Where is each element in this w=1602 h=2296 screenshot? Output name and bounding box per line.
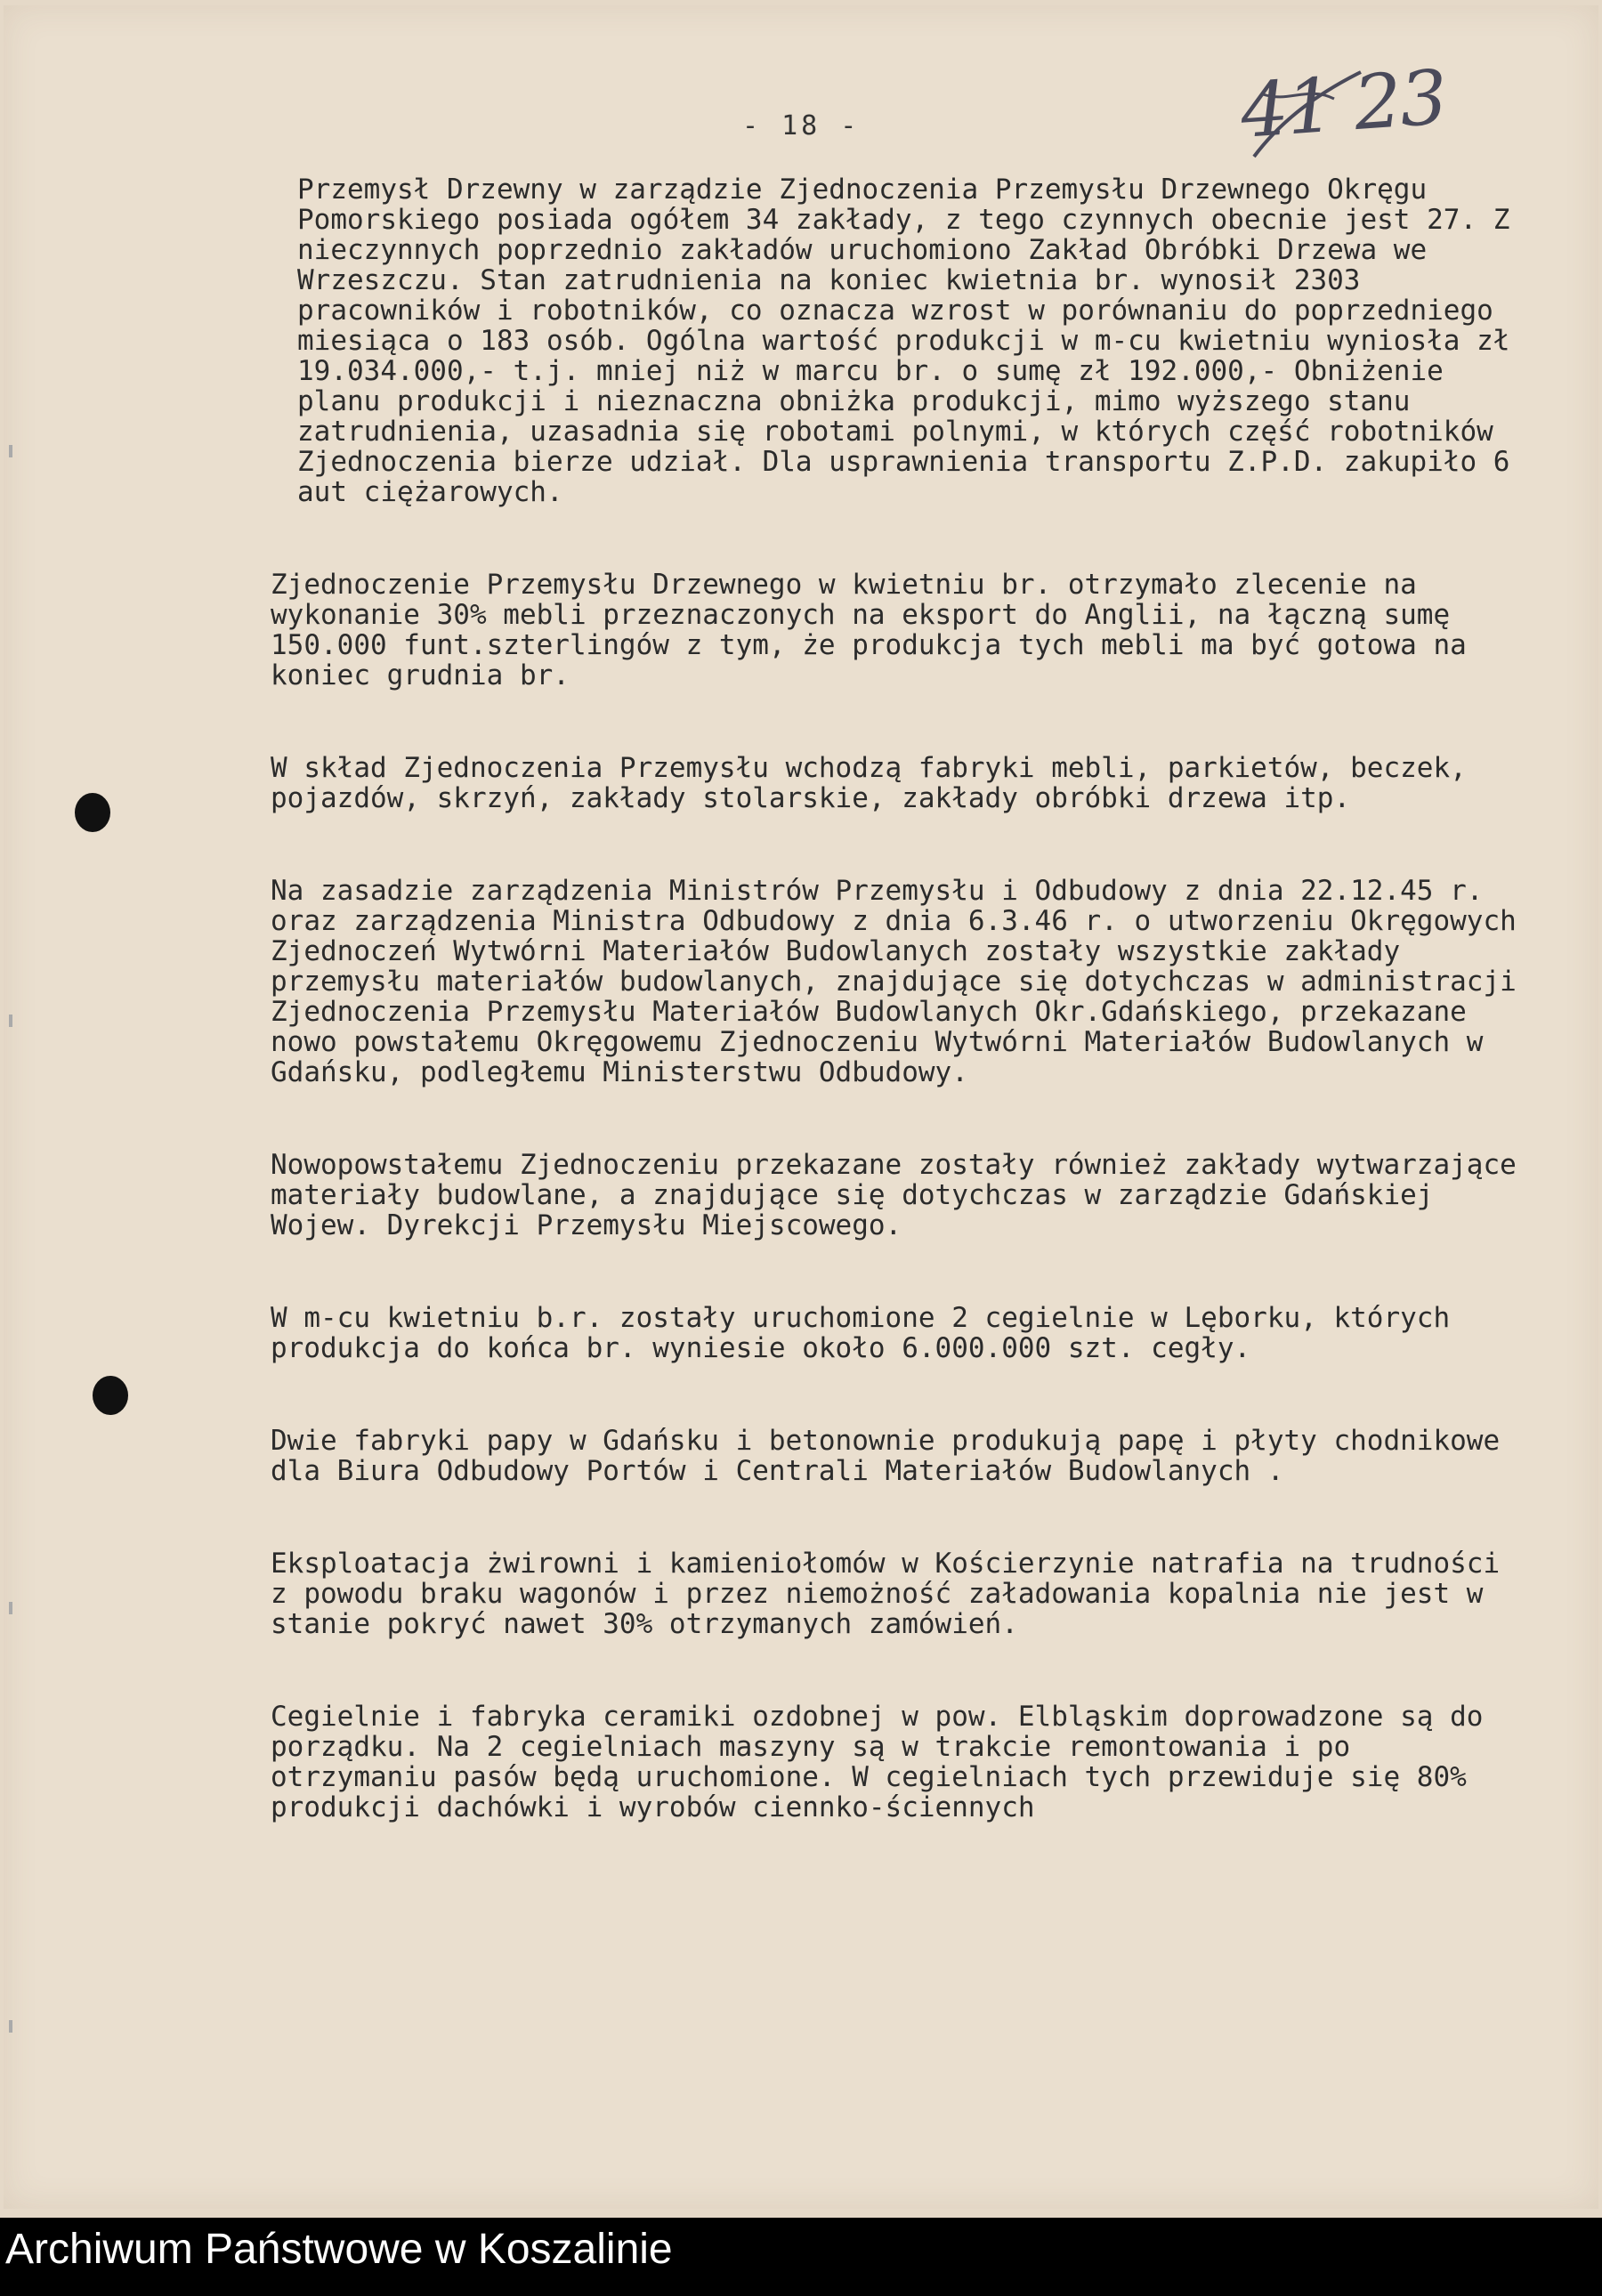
edge-mark — [9, 1602, 12, 1614]
archive-footer: Archiwum Państwowe w Koszalinie — [5, 2226, 673, 2273]
document-body — [271, 174, 1517, 1885]
paragraph: Cegielnie i fabryka ceramiki ozdobnej w pow. Elbląskim doprowadzone są do porządku. Na 2 cegielniach maszyny są w trakcie remontowania i po otrzymaniu pasów będą uruchomione. W cegielniach tych przewiduje się 80% produkcji dachówki i wyrobów ciennko-ściennych — [271, 1701, 1484, 1823]
page-number: - 18 - — [742, 110, 861, 141]
punch-hole-icon — [75, 793, 110, 832]
paragraph: Dwie fabryki papy w Gdańsku i betonownie produkują papę i płyty chodnikowe dla Biura Odbudowy Portów i Centrali Materiałów Budowlanych . — [271, 1425, 1501, 1487]
punch-hole-icon — [93, 1376, 128, 1415]
paragraph: Nowopowstałemu Zjednoczeniu przekazane zostały również zakłady wytwarzające materiały budowlane, a znajdujące się dotychczas w zarządzie Gdańskiej Wojew. Dyrekcji Przemysłu Miejscowego. — [271, 1149, 1517, 1241]
paragraph: Zjednoczenie Przemysłu Drzewnego w kwietniu br. otrzymało zlecenie na wykonanie 30% mebli przeznaczonych na eksport do Anglii, na łączną sumę 150.000 funt.szterlingów z tym, że produkcja tych mebli ma być gotowa na koniec grudnia br. — [271, 569, 1467, 691]
edge-mark — [9, 2020, 12, 2033]
archive-number: 41 23 — [1237, 53, 1449, 155]
paragraph: W m-cu kwietniu b.r. zostały uruchomione 2 cegielnie w Lęborku, których produkcja do końca br. wyniesie około 6.000.000 szt. cegły. — [271, 1302, 1451, 1364]
paragraph: Eksploatacja żwirowni i kamieniołomów w Kościerzynie natrafia na trudności z powodu braku wagonów i przez niemożność załadowania kopalnia nie jest w stanie pokryć nawet 30% otrzymanych zamówień. — [271, 1548, 1501, 1640]
paragraph: W skład Zjednoczenia Przemysłu wchodzą fabryki mebli, parkietów, beczek, pojazdów, skrzyń, zakłady stolarskie, zakłady obróbki drzewa itp. — [271, 752, 1467, 814]
edge-mark — [9, 445, 12, 457]
paragraph: Przemysł Drzewny w zarządzie Zjednoczenia Przemysłu Drzewnego Okręgu Pomorskiego posiada ogółem 34 zakłady, z tego czynnych obecnie jest 27. Z nieczynnych poprzednio zakładów uruchomiono Zakład Obróbki Drzewa we Wrzeszczu. Stan zatrudnienia na koniec kwietnia br. wynosił 2303 pracowników i robotników, co oznacza wzrost w porównaniu do poprzedniego miesiąca o 183 osób. Ogólna wartość produkcji w m-cu kwietniu wyniosła zł 19.034.000,- t.j. mniej niż w marcu br. o sumę zł 192.000,- Obniżenie planu produkcji i nieznaczna obniżka produkcji, mimo wyższego stanu zatrudnienia, uzasadnia się robotami polnymi, w których część robotników Zjednoczenia bierze udział. Dla usprawnienia transportu Z.P.D. zakupiło 6 aut ciężarowych. — [297, 174, 1510, 508]
paragraph: Na zasadzie zarządzenia Ministrów Przemysłu i Odbudowy z dnia 22.12.45 r. oraz zarządzenia Ministra Odbudowy z dnia 6.3.46 r. o utworzeniu Okręgowych Zjednoczeń Wytwórni Materiałów Budowlanych zostały wszystkie zakłady przemysłu materiałów budowlanych, znajdujące się dotychczas w administracji Zjednoczenia Przemysłu Materiałów Budowlanych Okr.Gdańskiego, przekazane nowo powstałemu Okręgowemu Zjednoczeniu Wytwórni Materiałów Budowlanych w Gdańsku, podległemu Ministerstwu Odbudowy. — [271, 875, 1517, 1088]
document-page — [4, 5, 1598, 2209]
edge-mark — [9, 1015, 12, 1027]
